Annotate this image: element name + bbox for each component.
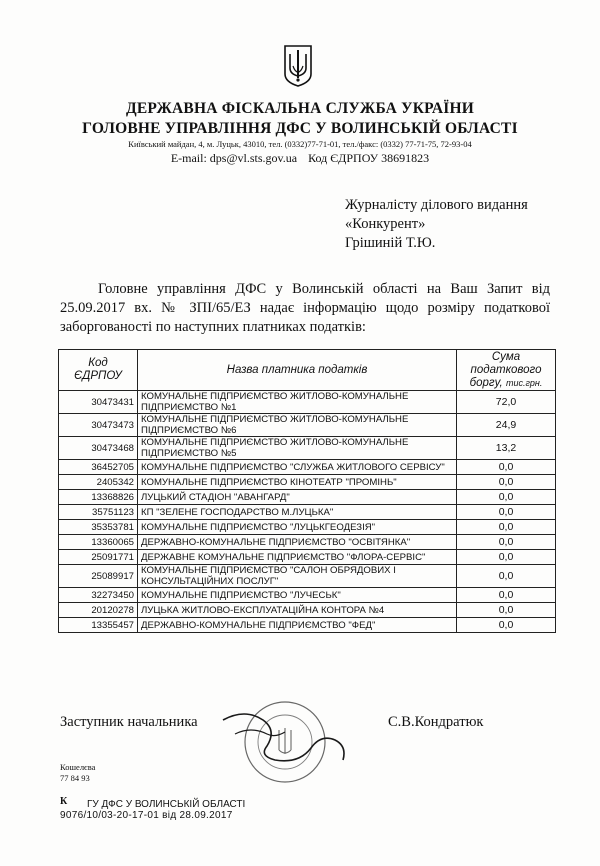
table-row <box>59 588 556 603</box>
column-header-name: Назва платника податків <box>138 350 457 391</box>
cell-name: ДЕРЖАВНО-КОМУНАЛЬНЕ ПІДПРИЄМСТВО "ФЕД" <box>138 618 457 633</box>
department-name: ГОЛОВНЕ УПРАВЛІННЯ ДФС У ВОЛИНСЬКІЙ ОБЛАСТІ <box>82 120 518 137</box>
cell-value: 0,0 <box>457 603 556 618</box>
cell-name: КОМУНАЛЬНЕ ПІДПРИЄМСТВО ЖИТЛОВО-КОМУНАЛЬНЕ ПІДПРИЄМСТВО №6 <box>138 414 457 437</box>
cell-code: 25091771 <box>59 550 138 565</box>
cell-value: 0,0 <box>457 520 556 535</box>
cell-code: 25089917 <box>59 565 138 588</box>
cell-value: 0,0 <box>457 550 556 565</box>
cell-value: 0,0 <box>457 565 556 588</box>
table-row <box>59 460 556 475</box>
cell-value: 72,0 <box>457 391 556 414</box>
cell-name: КП "ЗЕЛЕНЕ ГОСПОДАРСТВО М.ЛУЦЬКА" <box>138 505 457 520</box>
table-row <box>59 414 556 437</box>
recipient-line-1: Журналісту ділового видання <box>345 197 528 213</box>
cell-code: 20120278 <box>59 603 138 618</box>
cell-value: 24,9 <box>457 414 556 437</box>
table-row <box>59 603 556 618</box>
cell-name: КОМУНАЛЬНЕ ПІДПРИЄМСТВО "СЛУЖБА ЖИТЛОВОГО СЕРВІСУ" <box>138 460 457 475</box>
address-line: Київський майдан, 4, м. Луцьк, 43010, тел. (0332)77-71-01, тел./факс: (0332) 77-71-75, 72-93-04 <box>128 139 472 149</box>
body-paragraph-text: Головне управління ДФС у Волинській області на Ваш Запит від 25.09.2017 вх. № ЗПІ/65/ЕЗ надає інформацію щодо розміру податкової заборгованості по наступних платниках податків: <box>60 281 550 335</box>
cell-name: ЛУЦЬКИЙ СТАДІОН "АВАНГАРД" <box>138 490 457 505</box>
table-body <box>59 391 556 633</box>
executor-block <box>60 762 95 784</box>
body-paragraph <box>60 280 550 337</box>
email-text: E-mail: dps@vl.sts.gov.ua <box>170 151 298 165</box>
cell-code: 30473431 <box>59 391 138 414</box>
signer-title: Заступник начальника <box>60 714 198 730</box>
contact-line <box>0 151 600 166</box>
cell-name: КОМУНАЛЬНЕ ПІДПРИЄМСТВО "ЛУЦЬКГЕОДЕЗІЯ" <box>138 520 457 535</box>
table-row <box>59 391 556 414</box>
table-row <box>59 437 556 460</box>
cell-name: КОМУНАЛЬНЕ ПІДПРИЄМСТВО "САЛОН ОБРЯДОВИХ І КОНСУЛЬТАЦІЙНИХ ПОСЛУГ" <box>138 565 457 588</box>
table-header-row <box>59 350 556 391</box>
cell-name: КОМУНАЛЬНЕ ПІДПРИЄМСТВО ЖИТЛОВО-КОМУНАЛЬНЕ ПІДПРИЄМСТВО №5 <box>138 437 457 460</box>
cell-name: КОМУНАЛЬНЕ ПІДПРИЄМСТВО "ЛУЧЕСЬК" <box>138 588 457 603</box>
organization-name: ДЕРЖАВНА ФІСКАЛЬНА СЛУЖБА УКРАЇНИ <box>125 100 474 117</box>
cell-code: 30473468 <box>59 437 138 460</box>
edrpou-text: Код ЄДРПОУ 38691823 <box>308 151 430 165</box>
cell-name: КОМУНАЛЬНЕ ПІДПРИЄМСТВО ЖИТЛОВО-КОМУНАЛЬНЕ ПІДПРИЄМСТВО №1 <box>138 391 457 414</box>
cell-code: 2405342 <box>59 475 138 490</box>
registration-office: ГУ ДФС У ВОЛИНСЬКІЙ ОБЛАСТІ <box>87 799 246 810</box>
signer-name: С.В.Кондратюк <box>388 714 484 730</box>
table-row <box>59 618 556 633</box>
column-header-code: Код ЄДРПОУ <box>59 350 138 391</box>
cell-name: ЛУЦЬКА ЖИТЛОВО-ЕКСПЛУАТАЦІЙНА КОНТОРА №4 <box>138 603 457 618</box>
table-row <box>59 550 556 565</box>
coat-of-arms-icon <box>283 44 313 88</box>
table-row <box>59 565 556 588</box>
table-row <box>59 490 556 505</box>
registration-number: 9076/10/03-20-17-01 від 28.09.2017 <box>60 810 233 821</box>
cell-name: КОМУНАЛЬНЕ ПІДПРИЄМСТВО КІНОТЕАТР "ПРОМІНЬ" <box>138 475 457 490</box>
cell-name: ДЕРЖАВНО-КОМУНАЛЬНЕ ПІДПРИЄМСТВО "ОСВІТЯНКА" <box>138 535 457 550</box>
official-seal-icon <box>215 690 355 790</box>
table-row <box>59 535 556 550</box>
cell-code: 30473473 <box>59 414 138 437</box>
cell-value: 0,0 <box>457 460 556 475</box>
cell-value: 0,0 <box>457 490 556 505</box>
cell-code: 13368826 <box>59 490 138 505</box>
executor-phone: 77 84 93 <box>60 773 90 783</box>
cell-value: 0,0 <box>457 618 556 633</box>
recipient-line-3: Грішиній Т.Ю. <box>345 235 436 251</box>
cell-value: 0,0 <box>457 535 556 550</box>
registration-mark: К <box>60 796 68 807</box>
cell-code: 36452705 <box>59 460 138 475</box>
cell-name: ДЕРЖАВНЕ КОМУНАЛЬНЕ ПІДПРИЄМСТВО "ФЛОРА-СЕРВІС" <box>138 550 457 565</box>
cell-code: 35353781 <box>59 520 138 535</box>
cell-value: 0,0 <box>457 505 556 520</box>
recipient-line-2: «Конкурент» <box>345 216 426 232</box>
table-row <box>59 520 556 535</box>
cell-value: 0,0 <box>457 475 556 490</box>
cell-code: 13360065 <box>59 535 138 550</box>
cell-value: 0,0 <box>457 588 556 603</box>
cell-code: 35751123 <box>59 505 138 520</box>
table-row <box>59 505 556 520</box>
cell-code: 13355457 <box>59 618 138 633</box>
cell-value: 13,2 <box>457 437 556 460</box>
recipient-block <box>345 196 528 253</box>
executor-name: Кошелєва <box>60 762 96 772</box>
column-header-sum: Сума податкового боргу, тис.грн. <box>457 350 556 391</box>
table-row <box>59 475 556 490</box>
tax-debt-table <box>58 349 556 633</box>
cell-code: 32273450 <box>59 588 138 603</box>
